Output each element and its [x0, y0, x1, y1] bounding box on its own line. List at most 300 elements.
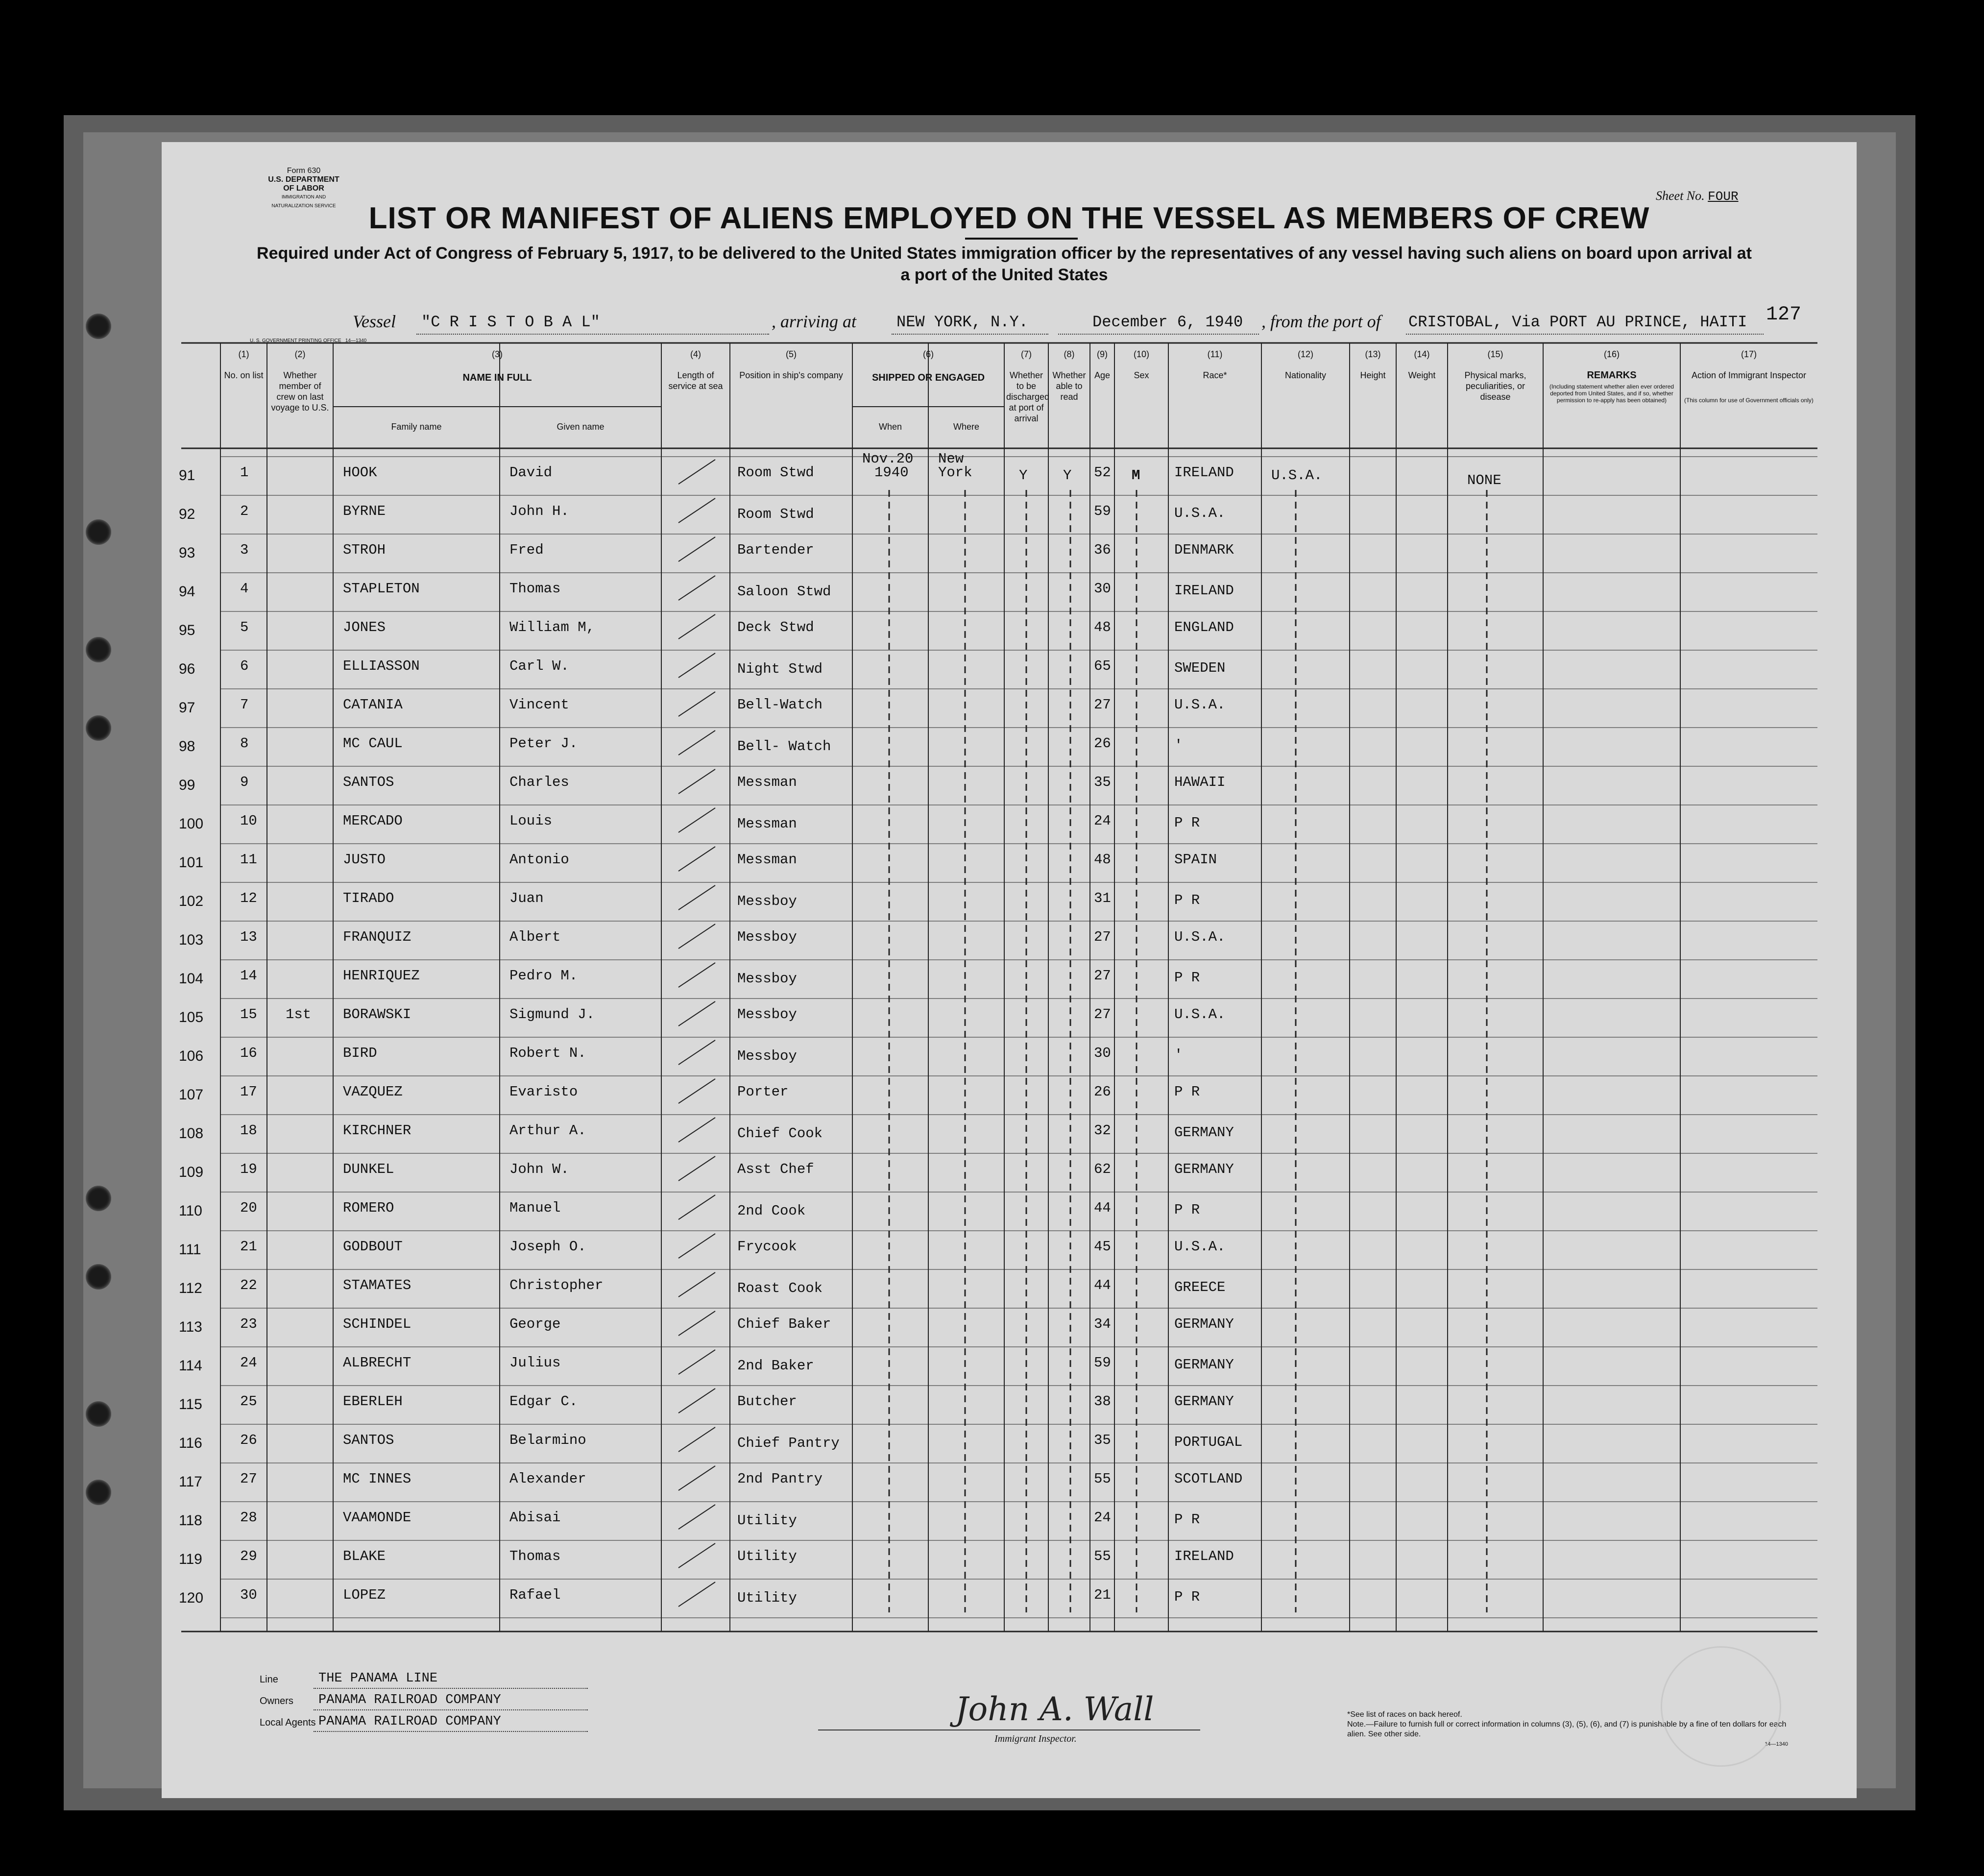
family-name: BIRD	[343, 1045, 377, 1061]
family-name: ELLIASSON	[343, 658, 420, 674]
given-name: Pedro M.	[509, 968, 578, 984]
list-number: 23	[240, 1316, 257, 1332]
from-port: CRISTOBAL, Via PORT AU PRINCE, HAITI	[1408, 313, 1747, 331]
binder-hole	[86, 715, 111, 741]
list-margin-number: 95	[179, 622, 195, 638]
age: 26	[1094, 1084, 1111, 1100]
race: DENMARK	[1174, 542, 1234, 558]
list-margin-number: 102	[179, 893, 204, 909]
age: 27	[1094, 1006, 1111, 1023]
penalty-note: Note.—Failure to furnish full or correct information in columns (3), (5), (6), and (7) is punishable by a fine of ten dollars for each alien. See other side.	[1347, 1720, 1787, 1738]
footer-block	[260, 1668, 701, 1733]
column-header-note: (Including statement whether alien ever ordered deported from United States, and if so, whether permission to re-apply has been obtained)	[1549, 383, 1674, 404]
race: P R	[1174, 815, 1200, 831]
printing-office: U. S. GOVERNMENT PRINTING OFFICE 14—1340	[250, 338, 367, 343]
given-name: Christopher	[509, 1277, 604, 1293]
age: 34	[1094, 1316, 1111, 1332]
position: Messman	[737, 774, 797, 790]
race: U.S.A.	[1174, 505, 1226, 521]
age: 24	[1094, 813, 1111, 829]
arriving-label: , arriving at	[772, 312, 857, 331]
page-subtitle: Required under Act of Congress of February 5, 1917, to be delivered to the United States immigration officer by the representatives of any vessel having such aliens on board upon arrival at a port of the United States	[257, 244, 1752, 284]
list-number: 5	[240, 619, 249, 635]
given-name: Sigmund J.	[509, 1006, 595, 1023]
list-number: 14	[240, 968, 257, 984]
race: U.S.A.	[1174, 929, 1226, 945]
sheet-label: Sheet No.	[1656, 189, 1705, 203]
given-name: Louis	[509, 813, 553, 829]
column-header: Whether member of crew on last voyage to U.S.	[271, 370, 329, 413]
age: 36	[1094, 542, 1111, 558]
shipped-when-year: 1940	[874, 464, 909, 481]
family-name: JUSTO	[343, 852, 386, 868]
race: P R	[1174, 970, 1200, 986]
column-header: Weight	[1408, 370, 1436, 380]
list-margin-number: 94	[179, 584, 195, 600]
race: U.S.A.	[1174, 1006, 1226, 1023]
sheet-value: FOUR	[1708, 189, 1739, 204]
age: 59	[1094, 1355, 1111, 1371]
race: GERMANY	[1174, 1124, 1234, 1141]
column-number: (17)	[1741, 349, 1757, 359]
column-header: Age	[1094, 370, 1111, 380]
line-value: THE PANAMA LINE	[318, 1671, 438, 1686]
column-header: SHIPPED OR ENGAGED	[871, 372, 985, 383]
service: IMMIGRATION AND NATURALIZATION SERVICE	[271, 195, 336, 209]
position: Chief Pantry	[737, 1435, 840, 1451]
position: Chief Cook	[737, 1125, 823, 1142]
given-name: Julius	[509, 1355, 561, 1371]
position: 2nd Pantry	[737, 1471, 823, 1487]
column-header: Physical marks, peculiarities, or disease	[1464, 370, 1526, 402]
position: Room Stwd	[737, 506, 814, 522]
list-number: 6	[240, 658, 249, 674]
list-margin-number: 100	[179, 816, 204, 832]
age: 44	[1094, 1277, 1111, 1293]
vessel-name: "C R I S T O B A L"	[421, 313, 600, 331]
list-margin-number: 101	[179, 854, 204, 871]
race: GERMANY	[1174, 1357, 1234, 1373]
list-number: 24	[240, 1355, 257, 1371]
race: HAWAII	[1174, 774, 1226, 790]
column-number: (6)	[923, 349, 934, 359]
list-number: 10	[240, 813, 257, 829]
list-margin-number: 103	[179, 932, 204, 948]
list-number: 27	[240, 1471, 257, 1487]
age: 45	[1094, 1239, 1111, 1255]
list-number: 7	[240, 697, 249, 713]
family-name: ALBRECHT	[343, 1355, 411, 1371]
family-name: LOPEZ	[343, 1587, 386, 1603]
list-number: 19	[240, 1161, 257, 1177]
list-margin-number: 109	[179, 1164, 204, 1180]
column-number: (5)	[786, 349, 797, 359]
list-number: 18	[240, 1122, 257, 1139]
position: Bartender	[737, 542, 814, 558]
race: ENGLAND	[1174, 619, 1234, 635]
column-header: Sex	[1134, 370, 1149, 380]
race: U.S.A.	[1174, 697, 1226, 713]
column-header: REMARKS	[1587, 370, 1637, 381]
binder-hole	[86, 314, 111, 339]
family-name: CATANIA	[343, 697, 403, 713]
family-name: STAPLETON	[343, 581, 420, 597]
list-margin-number: 120	[179, 1590, 204, 1606]
family-name: FRANQUIZ	[343, 929, 411, 945]
column-number: (10)	[1133, 349, 1149, 359]
list-number: 3	[240, 542, 249, 558]
column-number: (9)	[1097, 349, 1108, 359]
given-name: William M,	[509, 619, 595, 635]
family-name: MC CAUL	[343, 735, 403, 752]
age: 26	[1094, 735, 1111, 752]
list-margin-number: 118	[179, 1512, 202, 1529]
race: SWEDEN	[1174, 660, 1226, 676]
given-name: George	[509, 1316, 561, 1332]
age: 21	[1094, 1587, 1111, 1603]
given-name: Joseph O.	[509, 1239, 586, 1255]
arriving-port: NEW YORK, N.Y.	[896, 313, 1028, 331]
owners-row	[260, 1690, 701, 1711]
given-name: Peter J.	[509, 735, 578, 752]
age: 48	[1094, 852, 1111, 868]
list-number: 13	[240, 929, 257, 945]
shipped-where: New	[938, 451, 964, 467]
age: 27	[1094, 697, 1111, 713]
column-number: (16)	[1603, 349, 1620, 359]
list-number: 25	[240, 1393, 257, 1410]
list-number: 12	[240, 890, 257, 906]
list-margin-number: 97	[179, 700, 195, 716]
race: IRELAND	[1174, 464, 1234, 481]
department: U.S. DEPARTMENT OF LABOR	[268, 175, 339, 193]
family-name: EBERLEH	[343, 1393, 403, 1410]
age: 32	[1094, 1122, 1111, 1139]
family-name: KIRCHNER	[343, 1122, 411, 1139]
list-margin-number: 115	[179, 1396, 202, 1413]
from-label: , from the port of	[1261, 312, 1381, 331]
family-name: GODBOUT	[343, 1239, 403, 1255]
manifest-rows	[162, 142, 1857, 1798]
list-number: 9	[240, 774, 249, 790]
list-number: 21	[240, 1239, 257, 1255]
agents-label: Local Agents	[260, 1717, 316, 1728]
position: Messboy	[737, 971, 797, 987]
list-margin-number: 107	[179, 1087, 204, 1103]
column-header: Whether able to read	[1052, 370, 1086, 402]
list-number: 8	[240, 735, 249, 752]
position: Messman	[737, 852, 797, 868]
family-name: HENRIQUEZ	[343, 968, 420, 984]
age: 62	[1094, 1161, 1111, 1177]
race: P R	[1174, 1202, 1200, 1218]
family-name: SCHINDEL	[343, 1316, 411, 1332]
list-number: 4	[240, 581, 249, 597]
list-margin-number: 99	[179, 777, 195, 793]
race: GERMANY	[1174, 1161, 1234, 1177]
column-header-note: (This column for use of Government officials only)	[1684, 397, 1814, 404]
column-header: Position in ship's company	[739, 370, 843, 380]
position: Bell- Watch	[737, 738, 831, 755]
list-margin-number: 112	[179, 1280, 202, 1296]
family-name: VAAMONDE	[343, 1510, 411, 1526]
manifest-sheet	[162, 142, 1857, 1798]
column-number: (11)	[1207, 349, 1223, 359]
family-name: STAMATES	[343, 1277, 411, 1293]
family-name: SANTOS	[343, 1432, 394, 1448]
race: U.S.A.	[1174, 1239, 1226, 1255]
position: Bell-Watch	[737, 697, 823, 713]
position: Saloon Stwd	[737, 584, 831, 600]
list-number: 11	[240, 852, 257, 868]
given-name: Fred	[509, 542, 544, 558]
age: 52	[1094, 464, 1111, 481]
family-name: DUNKEL	[343, 1161, 394, 1177]
list-margin-number: 113	[179, 1319, 202, 1335]
line-label: Line	[260, 1674, 278, 1685]
position: Utility	[737, 1548, 797, 1564]
position: Messboy	[737, 929, 797, 945]
owners-label: Owners	[260, 1696, 293, 1706]
column-header: Action of Immigrant Inspector	[1691, 370, 1807, 380]
column-number: (7)	[1021, 349, 1032, 359]
given-name: Vincent	[509, 697, 569, 713]
list-number: 2	[240, 503, 249, 519]
age: 65	[1094, 658, 1111, 674]
given-name: John W.	[509, 1161, 569, 1177]
list-number: 1	[240, 464, 249, 481]
list-margin-number: 108	[179, 1125, 204, 1142]
list-number: 20	[240, 1200, 257, 1216]
column-number: (15)	[1487, 349, 1503, 359]
list-number: 30	[240, 1587, 257, 1603]
list-number: 15	[240, 1006, 257, 1023]
age: 27	[1094, 929, 1111, 945]
footer-code: 14—1340	[1765, 1741, 1788, 1747]
position: Room Stwd	[737, 464, 814, 481]
binder-hole	[86, 1186, 111, 1211]
given-name: John H.	[509, 503, 569, 519]
binder-hole	[86, 519, 111, 545]
position: Deck Stwd	[737, 619, 814, 635]
column-header: Length of service at sea	[668, 370, 723, 391]
position: Messboy	[737, 893, 797, 909]
race: P R	[1174, 1511, 1200, 1528]
family-name: BYRNE	[343, 503, 386, 519]
family-name: TIRADO	[343, 890, 394, 906]
given-name: Belarmino	[509, 1432, 586, 1448]
list-margin-number: 92	[179, 506, 195, 522]
column-number: (8)	[1064, 349, 1075, 359]
embossed-seal	[1661, 1646, 1781, 1767]
list-margin-number: 110	[179, 1203, 202, 1219]
race: P R	[1174, 892, 1200, 908]
family-name: BORAWSKI	[343, 1006, 411, 1023]
family-name: ROMERO	[343, 1200, 394, 1216]
arrival-date: December 6, 1940	[1092, 313, 1243, 331]
owners-value: PANAMA RAILROAD COMPANY	[318, 1693, 501, 1707]
given-name: Evaristo	[509, 1084, 578, 1100]
race: P R	[1174, 1084, 1200, 1100]
race: GREECE	[1174, 1279, 1226, 1295]
race: '	[1174, 1047, 1183, 1063]
age: 30	[1094, 581, 1111, 597]
inspector-signature: John A. Wall	[955, 1690, 1154, 1728]
given-name: Manuel	[509, 1200, 561, 1216]
family-name: SANTOS	[343, 774, 394, 790]
age: 35	[1094, 774, 1111, 790]
family-name: VAZQUEZ	[343, 1084, 403, 1100]
column-subheader: When	[878, 422, 902, 432]
column-number: (12)	[1297, 349, 1313, 359]
given-name: Thomas	[509, 581, 561, 597]
position: Messboy	[737, 1048, 797, 1064]
column-header: No. on list	[224, 370, 264, 380]
position: 2nd Cook	[737, 1203, 806, 1219]
binder-hole	[86, 1401, 111, 1427]
binder-hole	[86, 1480, 111, 1505]
line-row	[260, 1668, 701, 1690]
position: Asst Chef	[737, 1161, 814, 1177]
age: 38	[1094, 1393, 1111, 1410]
position: Messboy	[737, 1006, 797, 1023]
column-header: Race*	[1203, 370, 1227, 380]
family-name: MERCADO	[343, 813, 403, 829]
age: 35	[1094, 1432, 1111, 1448]
age: 30	[1094, 1045, 1111, 1061]
list-margin-number: 111	[179, 1242, 201, 1258]
position: Porter	[737, 1084, 789, 1100]
given-name: Carl W.	[509, 658, 569, 674]
list-number: 29	[240, 1548, 257, 1564]
binder-hole	[86, 1264, 111, 1290]
list-number: 22	[240, 1277, 257, 1293]
age: 48	[1094, 619, 1111, 635]
vessel-label: Vessel	[353, 312, 396, 331]
sex: M	[1132, 467, 1140, 484]
list-margin-number: 98	[179, 738, 195, 755]
race: P R	[1174, 1589, 1200, 1605]
column-subheader: Where	[953, 422, 979, 432]
given-name: Juan	[509, 890, 544, 906]
able-to-read: Y	[1063, 467, 1072, 484]
form-number: Form 630	[287, 167, 321, 175]
age: 31	[1094, 890, 1111, 906]
family-name: HOOK	[343, 464, 377, 481]
position: Night Stwd	[737, 661, 823, 677]
given-name: Charles	[509, 774, 569, 790]
list-margin-number: 104	[179, 971, 204, 987]
column-subheader: Family name	[391, 422, 442, 432]
column-header: Whether to be discharged at port of arrival	[1006, 370, 1050, 423]
family-name: MC INNES	[343, 1471, 411, 1487]
list-margin-number: 114	[179, 1358, 202, 1374]
agents-row	[260, 1711, 701, 1733]
discharged-flag: Y	[1019, 467, 1028, 484]
race: PORTUGAL	[1174, 1434, 1243, 1450]
binder-hole	[86, 637, 111, 662]
agents-value: PANAMA RAILROAD COMPANY	[318, 1714, 501, 1729]
prior-voyage: 1st	[286, 1006, 312, 1023]
given-name: Arthur A.	[509, 1122, 586, 1139]
inspector-label: Immigrant Inspector.	[994, 1733, 1077, 1744]
list-margin-number: 117	[179, 1474, 202, 1490]
age: 55	[1094, 1548, 1111, 1564]
race: GERMANY	[1174, 1316, 1234, 1332]
race: '	[1174, 737, 1183, 754]
list-number: 26	[240, 1432, 257, 1448]
position: Frycook	[737, 1239, 797, 1255]
nationality: U.S.A.	[1271, 467, 1323, 484]
list-margin-number: 105	[179, 1009, 204, 1025]
race: IRELAND	[1174, 1548, 1234, 1564]
family-name: STROH	[343, 542, 386, 558]
list-margin-number: 116	[179, 1435, 202, 1451]
position: Chief Baker	[737, 1316, 831, 1332]
given-name: Alexander	[509, 1471, 586, 1487]
physical-marks: NONE	[1467, 472, 1501, 488]
given-name: Abisai	[509, 1510, 561, 1526]
given-name: David	[509, 464, 553, 481]
given-name: Antonio	[509, 852, 569, 868]
race: SCOTLAND	[1174, 1471, 1243, 1487]
list-number: 16	[240, 1045, 257, 1061]
list-margin-number: 106	[179, 1048, 204, 1064]
position: Utility	[737, 1590, 797, 1606]
race: IRELAND	[1174, 583, 1234, 599]
column-number: (1)	[238, 349, 249, 359]
race: SPAIN	[1174, 852, 1217, 868]
given-name: Albert	[509, 929, 561, 945]
given-name: Thomas	[509, 1548, 561, 1564]
shipped-when: Nov.20	[862, 451, 914, 467]
column-header: Height	[1360, 370, 1386, 380]
column-number: (14)	[1414, 349, 1430, 359]
age: 24	[1094, 1510, 1111, 1526]
given-name: Rafael	[509, 1587, 561, 1603]
family-name: BLAKE	[343, 1548, 386, 1564]
given-name: Robert N.	[509, 1045, 586, 1061]
position: Roast Cook	[737, 1280, 823, 1296]
list-margin-number: 119	[179, 1551, 202, 1567]
list-margin-number: 93	[179, 545, 195, 561]
page-number: 127	[1766, 304, 1802, 326]
race: GERMANY	[1174, 1393, 1234, 1410]
list-margin-number: 96	[179, 661, 195, 677]
races-note: *See list of races on back hereof.	[1347, 1710, 1462, 1719]
shipped-where-2: York	[938, 464, 972, 481]
age: 27	[1094, 968, 1111, 984]
list-number: 28	[240, 1510, 257, 1526]
page-title: LIST OR MANIFEST OF ALIENS EMPLOYED ON THE VESSEL AS MEMBERS OF CREW	[368, 201, 1650, 235]
column-header: NAME IN FULL	[462, 372, 532, 383]
age: 59	[1094, 503, 1111, 519]
column-header: Nationality	[1284, 370, 1327, 380]
column-number: (4)	[690, 349, 701, 359]
list-number: 17	[240, 1084, 257, 1100]
column-number: (13)	[1365, 349, 1381, 359]
age: 55	[1094, 1471, 1111, 1487]
position: Utility	[737, 1512, 797, 1529]
column-number: (3)	[492, 349, 503, 359]
column-number: (2)	[294, 349, 306, 359]
family-name: JONES	[343, 619, 386, 635]
list-margin-number: 91	[179, 467, 195, 484]
age: 44	[1094, 1200, 1111, 1216]
position: 2nd Baker	[737, 1358, 814, 1374]
position: Messman	[737, 816, 797, 832]
position: Butcher	[737, 1393, 797, 1410]
